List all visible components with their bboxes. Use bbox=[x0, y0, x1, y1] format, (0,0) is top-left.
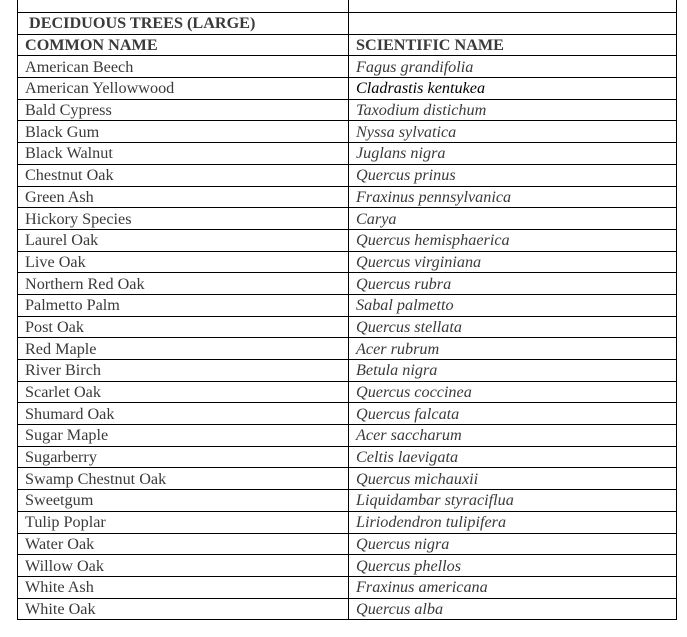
common-name-cell: Sweetgum bbox=[18, 490, 349, 512]
table-row bbox=[18, 511, 677, 533]
common-name-cell: Water Oak bbox=[18, 533, 349, 555]
table-row bbox=[18, 468, 677, 490]
scientific-name-cell: Fraxinus americana bbox=[349, 576, 677, 598]
table-row bbox=[18, 490, 677, 512]
scientific-name-cell: Acer rubrum bbox=[349, 338, 677, 360]
common-name-cell: Northern Red Oak bbox=[18, 273, 349, 295]
common-name-cell: Tulip Poplar bbox=[18, 511, 349, 533]
scientific-name-cell: Quercus alba bbox=[349, 598, 677, 620]
common-name-cell: Red Maple bbox=[18, 338, 349, 360]
table-caption: DECIDUOUS TREES (LARGE) bbox=[18, 13, 349, 35]
scientific-name-cell: Quercus virginiana bbox=[349, 251, 677, 273]
table-row bbox=[18, 56, 677, 78]
scientific-name-cell: Betula nigra bbox=[349, 360, 677, 382]
common-name-cell: Bald Cypress bbox=[18, 99, 349, 121]
blank-cell bbox=[18, 0, 349, 13]
common-name-cell: White Oak bbox=[18, 598, 349, 620]
table-row bbox=[18, 186, 677, 208]
table-row bbox=[18, 164, 677, 186]
scientific-name-cell: Quercus prinus bbox=[349, 164, 677, 186]
common-name-cell: Willow Oak bbox=[18, 555, 349, 577]
scientific-name-cell: Nyssa sylvatica bbox=[349, 121, 677, 143]
common-name-cell: Sugar Maple bbox=[18, 425, 349, 447]
table-row bbox=[18, 381, 677, 403]
scientific-name-cell: Sabal palmetto bbox=[349, 294, 677, 316]
scientific-name-header: SCIENTIFIC NAME bbox=[349, 34, 677, 56]
trees-table-body bbox=[18, 0, 677, 620]
trees-table bbox=[17, 0, 677, 620]
common-name-cell: American Beech bbox=[18, 56, 349, 78]
scientific-name-cell: Acer saccharum bbox=[349, 425, 677, 447]
table-row bbox=[18, 403, 677, 425]
blank-cell bbox=[349, 13, 677, 35]
table-row bbox=[18, 598, 677, 620]
table-row bbox=[18, 273, 677, 295]
common-name-cell: Chestnut Oak bbox=[18, 164, 349, 186]
scientific-name-cell: Quercus rubra bbox=[349, 273, 677, 295]
table-row bbox=[18, 555, 677, 577]
blank-top-row bbox=[18, 0, 677, 13]
scientific-name-cell: Quercus hemisphaerica bbox=[349, 229, 677, 251]
common-name-cell: White Ash bbox=[18, 576, 349, 598]
scientific-name-cell: Quercus michauxii bbox=[349, 468, 677, 490]
table-row bbox=[18, 338, 677, 360]
table-row bbox=[18, 78, 677, 100]
table-row bbox=[18, 229, 677, 251]
common-name-cell: River Birch bbox=[18, 360, 349, 382]
scientific-name-cell: Carya bbox=[349, 208, 677, 230]
table-row bbox=[18, 99, 677, 121]
table-row bbox=[18, 360, 677, 382]
table-row bbox=[18, 208, 677, 230]
common-name-cell: American Yellowwood bbox=[18, 78, 349, 100]
common-name-cell: Shumard Oak bbox=[18, 403, 349, 425]
table-row bbox=[18, 316, 677, 338]
common-name-cell: Live Oak bbox=[18, 251, 349, 273]
scientific-name-cell: Fraxinus pennsylvanica bbox=[349, 186, 677, 208]
blank-cell bbox=[349, 0, 677, 13]
table-row bbox=[18, 251, 677, 273]
scientific-name-cell: Cladrastis kentukea bbox=[349, 78, 677, 100]
table-row bbox=[18, 294, 677, 316]
scientific-name-cell: Fagus grandifolia bbox=[349, 56, 677, 78]
common-name-cell: Palmetto Palm bbox=[18, 294, 349, 316]
scientific-name-cell: Liriodendron tulipifera bbox=[349, 511, 677, 533]
table-row bbox=[18, 446, 677, 468]
table-row bbox=[18, 143, 677, 165]
table-row bbox=[18, 533, 677, 555]
scientific-name-cell: Taxodium distichum bbox=[349, 99, 677, 121]
table-row bbox=[18, 425, 677, 447]
common-name-cell: Black Walnut bbox=[18, 143, 349, 165]
scientific-name-cell: Juglans nigra bbox=[349, 143, 677, 165]
scientific-name-cell: Quercus nigra bbox=[349, 533, 677, 555]
caption-row bbox=[18, 13, 677, 35]
common-name-cell: Green Ash bbox=[18, 186, 349, 208]
common-name-header: COMMON NAME bbox=[18, 34, 349, 56]
scientific-name-cell: Quercus falcata bbox=[349, 403, 677, 425]
common-name-cell: Swamp Chestnut Oak bbox=[18, 468, 349, 490]
scientific-name-cell: Celtis laevigata bbox=[349, 446, 677, 468]
header-row bbox=[18, 34, 677, 56]
table-row bbox=[18, 121, 677, 143]
scientific-name-cell: Quercus stellata bbox=[349, 316, 677, 338]
common-name-cell: Black Gum bbox=[18, 121, 349, 143]
common-name-cell: Laurel Oak bbox=[18, 229, 349, 251]
scientific-name-cell: Liquidambar styraciflua bbox=[349, 490, 677, 512]
common-name-cell: Post Oak bbox=[18, 316, 349, 338]
scientific-name-cell: Quercus coccinea bbox=[349, 381, 677, 403]
table-row bbox=[18, 576, 677, 598]
common-name-cell: Hickory Species bbox=[18, 208, 349, 230]
common-name-cell: Sugarberry bbox=[18, 446, 349, 468]
scientific-name-cell: Quercus phellos bbox=[349, 555, 677, 577]
common-name-cell: Scarlet Oak bbox=[18, 381, 349, 403]
